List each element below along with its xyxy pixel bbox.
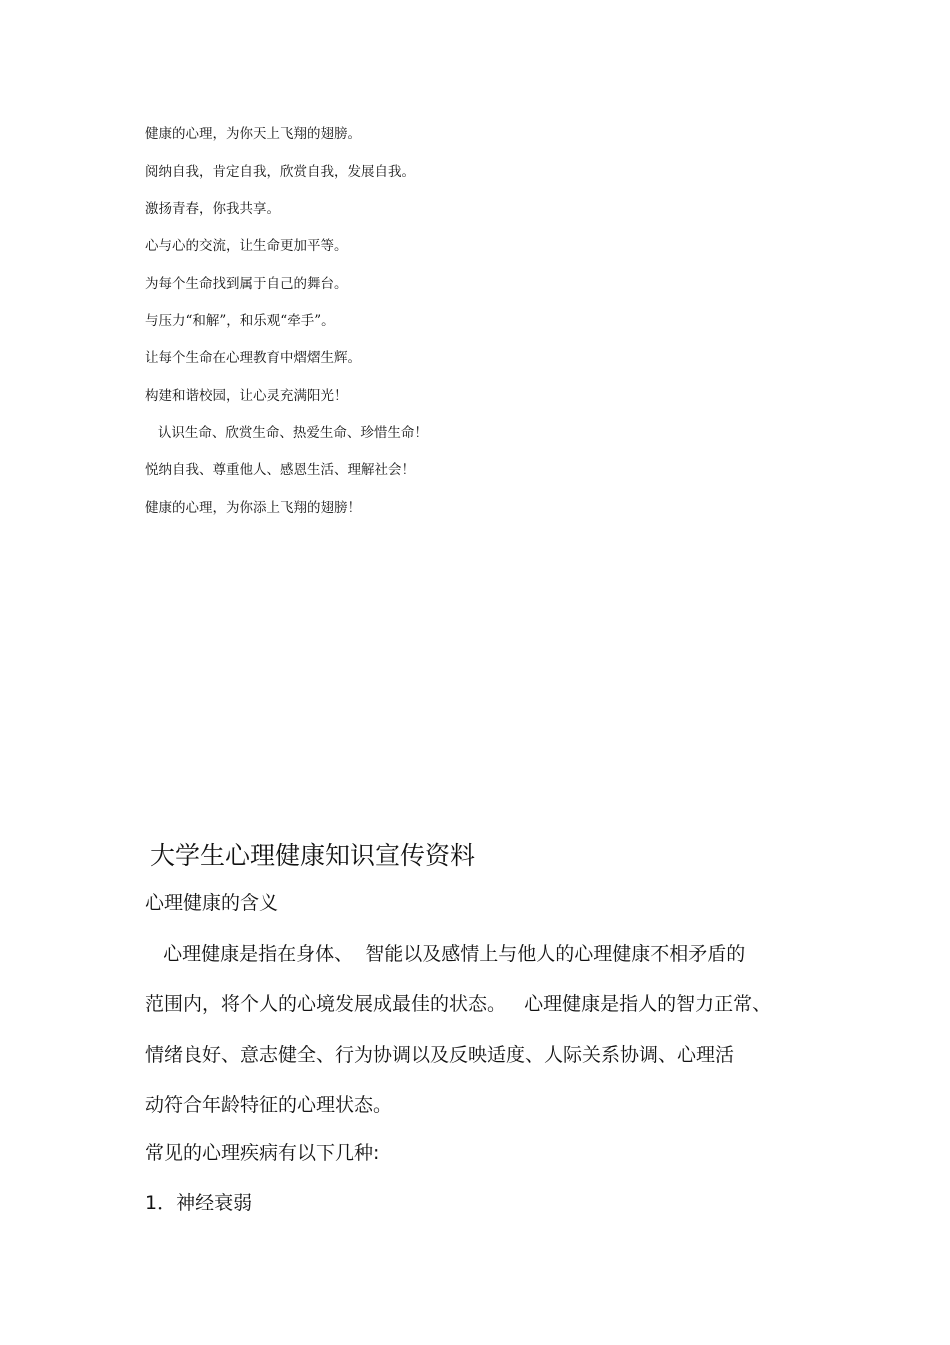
list-item: 1．神经衰弱 [145,1192,253,1214]
paragraph-line: 心理健康是指在身体、 智能以及感情上与他人的心理健康不相矛盾的 [145,943,746,965]
slogan-line: 认识生命、欣赏生命、热爱生命、珍惜生命！ [145,425,428,441]
slogan-line: 激扬青春，你我共享。 [145,201,280,217]
section-heading: 心理健康的含义 [145,892,279,914]
slogan-line: 为每个生命找到属于自己的舞台。 [145,276,348,292]
paragraph-line: 情绪良好、意志健全、行为协调以及反映适度、人际关系协调、心理活 [145,1044,735,1066]
slogan-line: 健康的心理，为你添上飞翔的翅膀！ [145,500,361,516]
slogan-line: 让每个生命在心理教育中熠熠生辉。 [145,350,361,366]
slogan-line: 健康的心理，为你天上飞翔的翅膀。 [145,126,361,142]
slogan-line: 与压力“和解”，和乐观“牵手”。 [145,313,335,329]
document-title: 大学生心理健康知识宣传资料 [150,841,476,870]
slogan-line: 悦纳自我、尊重他人、感恩生活、理解社会！ [145,462,415,478]
slogan-line: 心与心的交流，让生命更加平等。 [145,238,348,254]
paragraph-line: 范围内，将个人的心境发展成最佳的状态。 心理健康是指人的智力正常、 [145,993,772,1015]
paragraph-line: 动符合年龄特征的心理状态。 [145,1094,393,1116]
list-intro: 常见的心理疾病有以下几种: [145,1142,380,1164]
slogan-line: 阅纳自我，肯定自我，欣赏自我，发展自我。 [145,164,415,180]
slogan-line: 构建和谐校园，让心灵充满阳光！ [145,388,348,404]
